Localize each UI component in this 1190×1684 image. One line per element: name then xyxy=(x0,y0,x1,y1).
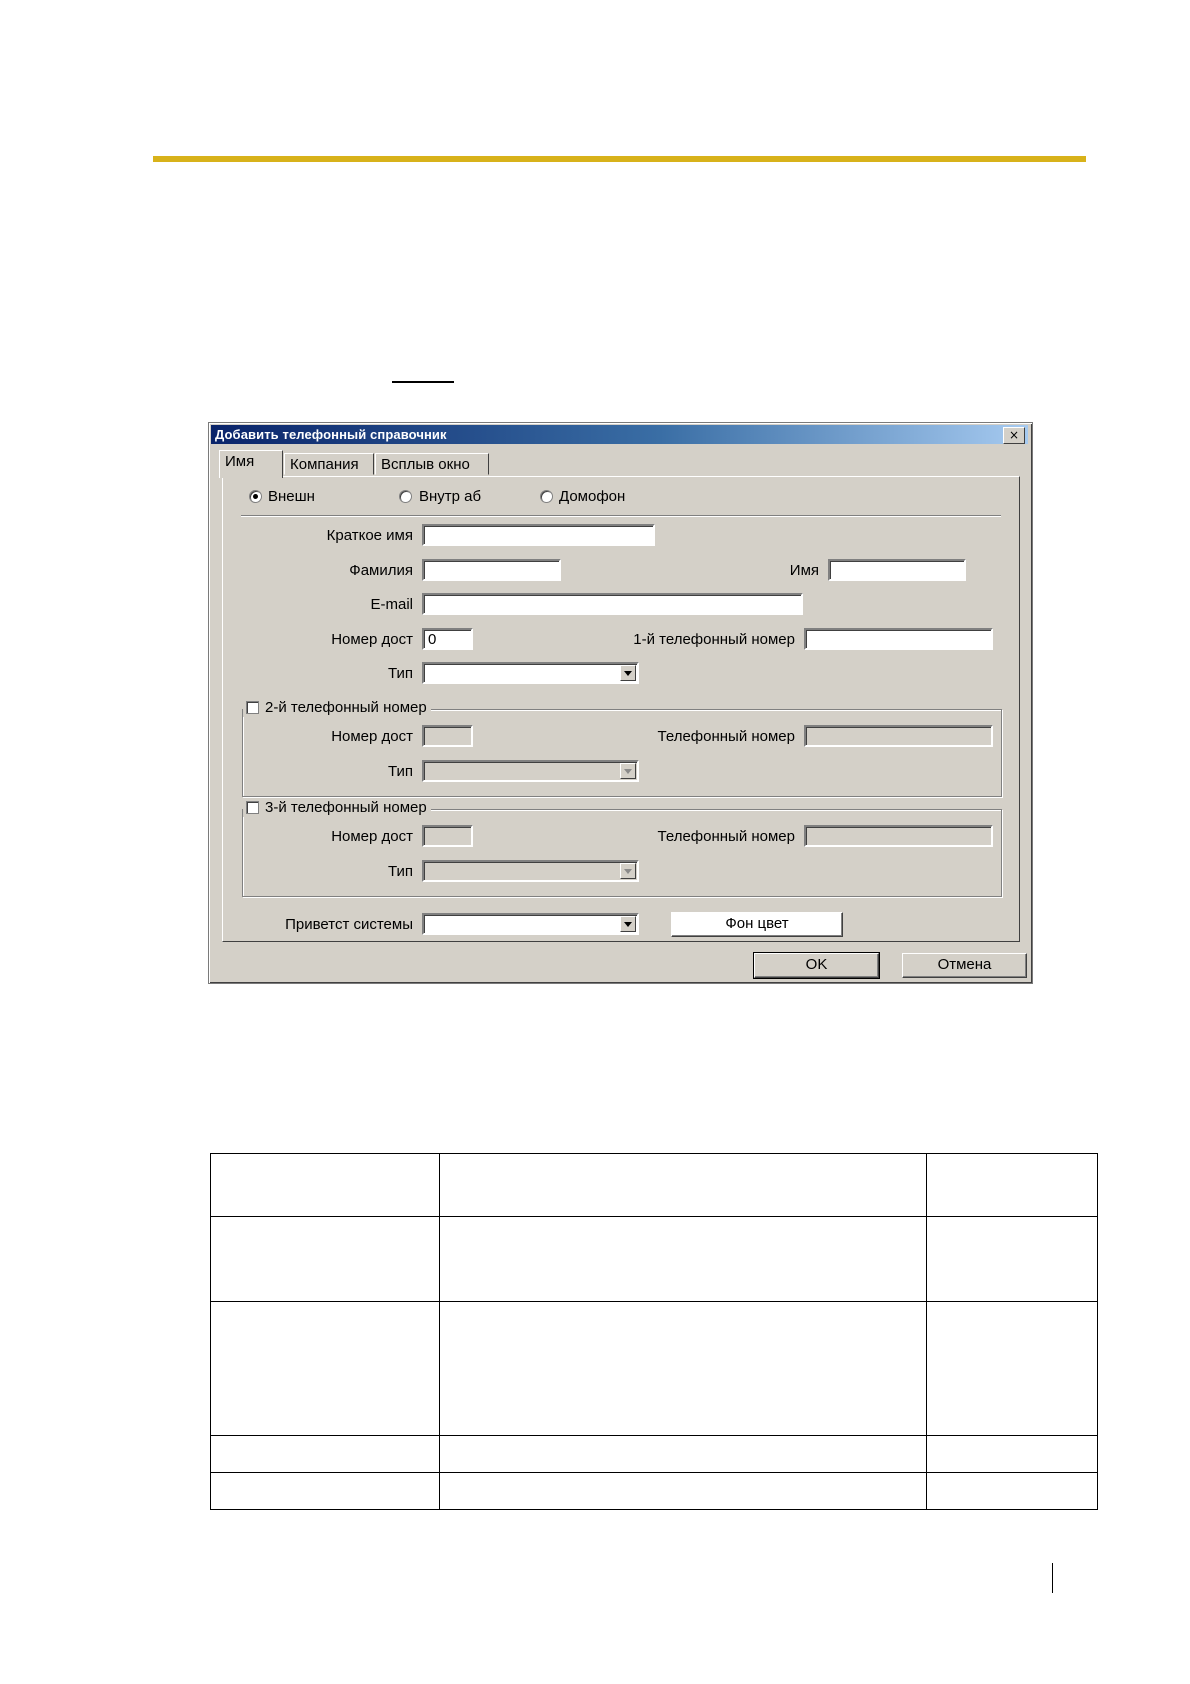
greeting-label: Приветст системы xyxy=(285,916,413,933)
table-cell xyxy=(440,1436,927,1473)
first-name-label: Имя xyxy=(789,562,819,579)
access-number-label: Номер дост xyxy=(331,631,413,648)
tab-company[interactable]: Компания xyxy=(284,453,374,475)
phone2-group-header xyxy=(243,699,431,717)
description-table xyxy=(210,1153,1098,1510)
short-name-label: Краткое имя xyxy=(326,527,413,544)
phone3-access-label: Номер дост xyxy=(331,828,413,845)
chevron-down-icon[interactable] xyxy=(620,665,636,681)
phone1-input[interactable] xyxy=(804,628,993,650)
radio-doorphone[interactable] xyxy=(540,490,553,503)
table-cell xyxy=(440,1473,927,1510)
header-accent-rule xyxy=(153,156,1086,162)
table-row xyxy=(211,1217,1098,1302)
phone3-group-header xyxy=(243,799,431,817)
table-cell xyxy=(927,1302,1098,1436)
phone3-phone-label: Телефонный номер xyxy=(657,828,795,845)
ok-button[interactable]: OK xyxy=(754,953,879,978)
table-cell xyxy=(211,1473,440,1510)
chevron-down-icon xyxy=(620,763,636,779)
chevron-down-icon[interactable] xyxy=(620,916,636,932)
greeting-select[interactable] xyxy=(422,913,639,935)
radio-internal[interactable] xyxy=(399,490,412,503)
close-icon[interactable]: × xyxy=(1003,427,1025,444)
type-select[interactable] xyxy=(422,662,639,684)
table-cell xyxy=(440,1217,927,1302)
table-cell xyxy=(927,1436,1098,1473)
email-input[interactable] xyxy=(422,593,803,615)
radio-doorphone-label: Домофон xyxy=(559,488,626,505)
phone3-phone-input xyxy=(804,825,993,847)
underlined-text-mark xyxy=(392,381,454,383)
first-name-input[interactable] xyxy=(828,559,966,581)
phone2-type-label: Тип xyxy=(387,763,413,780)
dialog-title-bar[interactable] xyxy=(211,425,1028,444)
radio-separator xyxy=(241,515,1001,517)
table-cell xyxy=(211,1436,440,1473)
radio-internal-label: Внутр аб xyxy=(419,488,482,505)
phone2-access-label: Номер дост xyxy=(331,728,413,745)
table-cell xyxy=(440,1154,927,1217)
add-phonebook-dialog xyxy=(208,422,1033,984)
phone1-label: 1-й телефонный номер xyxy=(633,631,795,648)
table-row xyxy=(211,1473,1098,1510)
radio-external[interactable] xyxy=(249,490,262,503)
table-cell xyxy=(927,1154,1098,1217)
tab-popup-window[interactable]: Всплыв окно xyxy=(375,453,489,475)
table-cell xyxy=(440,1302,927,1436)
radio-external-label: Внешн xyxy=(268,488,315,505)
access-number-input[interactable] xyxy=(422,628,473,650)
bg-color-button[interactable]: Фон цвет xyxy=(671,912,843,937)
phone2-type-select xyxy=(422,760,639,782)
phone3-type-select xyxy=(422,860,639,882)
cancel-button[interactable]: Отмена xyxy=(902,953,1027,978)
table-cell xyxy=(211,1217,440,1302)
page-number-divider xyxy=(1052,1563,1053,1593)
phone3-access-input xyxy=(422,825,473,847)
phone2-title: 2-й телефонный номер xyxy=(265,699,427,716)
phone3-group xyxy=(242,809,1002,897)
phone3-type-label: Тип xyxy=(387,863,413,880)
phone3-checkbox[interactable] xyxy=(246,801,259,814)
last-name-input[interactable] xyxy=(422,559,561,581)
phone2-access-input xyxy=(422,725,473,747)
chevron-down-icon xyxy=(620,863,636,879)
table-cell xyxy=(211,1302,440,1436)
email-label: E-mail xyxy=(370,596,413,613)
table-cell xyxy=(927,1217,1098,1302)
last-name-label: Фамилия xyxy=(349,562,413,579)
tab-name[interactable]: Имя xyxy=(219,450,283,478)
table-row xyxy=(211,1302,1098,1436)
phone2-phone-input xyxy=(804,725,993,747)
short-name-input[interactable] xyxy=(422,524,655,546)
phone2-checkbox[interactable] xyxy=(246,701,259,714)
phone2-group xyxy=(242,709,1002,797)
table-cell xyxy=(927,1473,1098,1510)
dialog-title: Добавить телефонный справочник xyxy=(215,427,447,442)
phone3-title: 3-й телефонный номер xyxy=(265,799,427,816)
table-row xyxy=(211,1154,1098,1217)
phone2-phone-label: Телефонный номер xyxy=(657,728,795,745)
type-label: Тип xyxy=(387,665,413,682)
table-cell xyxy=(211,1154,440,1217)
table-row xyxy=(211,1436,1098,1473)
